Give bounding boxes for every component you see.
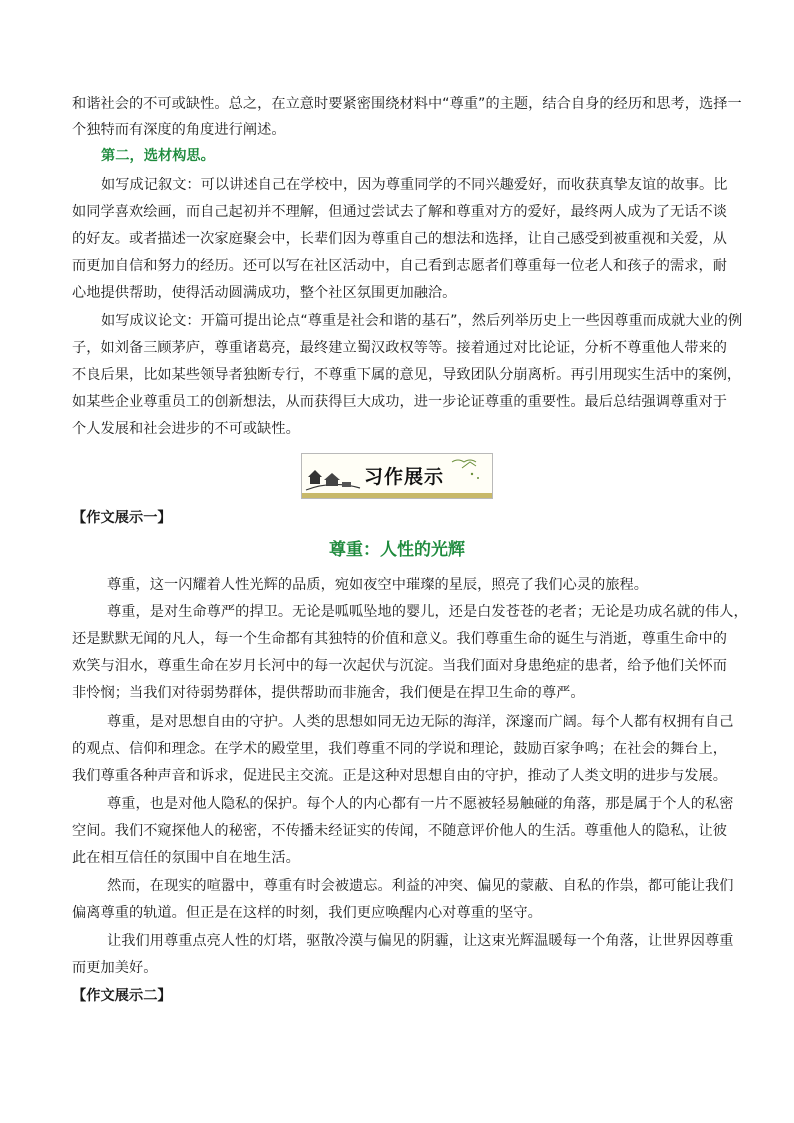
narrative-line-2: 如同学喜欢绘画，而自己起初并不理解，但通过尝试去了解和尊重对方的爱好，最终两人成为了无话不谈: [72, 204, 727, 220]
essay-1-para-2-line-3: 欢笑与泪水，尊重生命在岁月长河中的每一次起伏与沉淀。当我们面对身患绝症的患者，给予他们关怀而: [72, 658, 727, 674]
section-heading-material: 第二，选材构思。: [101, 148, 215, 164]
essay-1-title: 尊重：人性的光辉: [329, 540, 465, 560]
essay-1-para-1-line-1: 尊重，这一闪耀着人性光辉的品质，宛如夜空中璀璨的星辰，照亮了我们心灵的旅程。: [107, 577, 649, 593]
narrative-line-4: 而更加自信和努力的经历。还可以写在社区活动中，自己看到志愿者们尊重每一位老人和孩子的需求，耐: [72, 258, 727, 274]
essay-1-para-4-line-3: 此在相互信任的氛围中自在地生活。: [72, 850, 300, 866]
narrative-line-3: 的好友。或者描述一次家庭聚会中，长辈们因为尊重自己的想法和选择，让自己感受到被重视和关爱，从: [72, 231, 727, 247]
essay-1-para-2-line-2: 还是默默无闻的凡人，每一个生命都有其独特的价值和意义。我们尊重生命的诞生与消逝，尊重生命中的: [72, 631, 727, 647]
essay-1-para-6-line-2: 而更加美好。: [72, 960, 158, 976]
section-banner: [301, 453, 493, 499]
banner-title: 习作展示: [364, 466, 445, 488]
essay-2-label: 【作文展示二】: [72, 988, 172, 1004]
argument-line-1: 如写成议论文：开篇可提出论点“尊重是社会和谐的基石”，然后列举历史上一些因尊重而成就大业的例: [101, 313, 743, 329]
narrative-line-1: 如写成记叙文：可以讲述自己在学校中，因为尊重同学的不同兴趣爱好，而收获真挚友谊的故事。比: [101, 177, 728, 193]
essay-1-para-5-line-2: 偏离尊重的轨道。但正是在这样的时刻，我们更应唤醒内心对尊重的坚守。: [72, 905, 542, 921]
essay-1-para-3-line-3: 我们尊重各种声音和诉求，促进民主交流。正是这种对思想自由的守护，推动了人类文明的进步与发展。: [72, 768, 727, 784]
argument-line-2: 子，如刘备三顾茅庐，尊重诸葛亮，最终建立蜀汉政权等等。接着通过对比论证，分析不尊重他人带来的: [72, 340, 727, 356]
essay-1-para-3-line-1: 尊重，是对思想自由的守护。人类的思想如同无边无际的海洋，深邃而广阔。每个人都有权拥有自己: [107, 714, 734, 730]
essay-1-para-2-line-1: 尊重，是对生命尊严的捍卫。无论是呱呱坠地的婴儿，还是白发苍苍的老者；无论是功成名就的伟人，: [107, 604, 748, 620]
essay-1-label: 【作文展示一】: [72, 510, 172, 526]
argument-line-5: 个人发展和社会进步的不可或缺性。: [72, 421, 300, 437]
essay-1-para-4-line-1: 尊重，也是对他人隐私的保护。每个人的内心都有一片不愿被轻易触碰的角落，那是属于个人的私密: [107, 796, 734, 812]
intro-line-2: 个独特而有深度的角度进行阐述。: [72, 122, 286, 138]
narrative-line-5: 心地提供帮助，使得活动圆满成功，整个社区氛围更加融洽。: [72, 285, 457, 301]
essay-1-para-5-line-1: 然而，在现实的喧嚣中，尊重有时会被遗忘。利益的冲突、偏见的蒙蔽、自私的作祟，都可能让我们: [107, 878, 734, 894]
essay-1-para-6-line-1: 让我们用尊重点亮人性的灯塔，驱散冷漠与偏见的阴霾，让这束光辉温暖每一个角落，让世界因尊重: [107, 933, 734, 949]
argument-line-4: 如某些企业尊重员工的创新想法，从而获得巨大成功，进一步论证尊重的重要性。最后总结强调尊重对于: [72, 394, 727, 410]
banner-bar: [302, 493, 492, 498]
intro-line-1: 和谐社会的不可或缺性。总之，在立意时要紧密围绕材料中“尊重”的主题，结合自身的经历和思考，选择一: [72, 96, 742, 112]
argument-line-3: 不良后果，比如某些领导者独断专行，不尊重下属的意见，导致团队分崩离析。再引用现实生活中的案例，: [72, 367, 742, 383]
essay-1-para-2-line-4: 非怜悯；当我们对待弱势群体，提供帮助而非施舍，我们便是在捍卫生命的尊严。: [72, 685, 585, 701]
essay-1-para-4-line-2: 空间。我们不窥探他人的秘密，不传播未经证实的传闻，不随意评价他人的生活。尊重他人的隐私，让彼: [72, 823, 727, 839]
essay-1-para-3-line-2: 的观点、信仰和理念。在学术的殿堂里，我们尊重不同的学说和理论，鼓励百家争鸣；在社会的舞台上，: [72, 741, 727, 757]
